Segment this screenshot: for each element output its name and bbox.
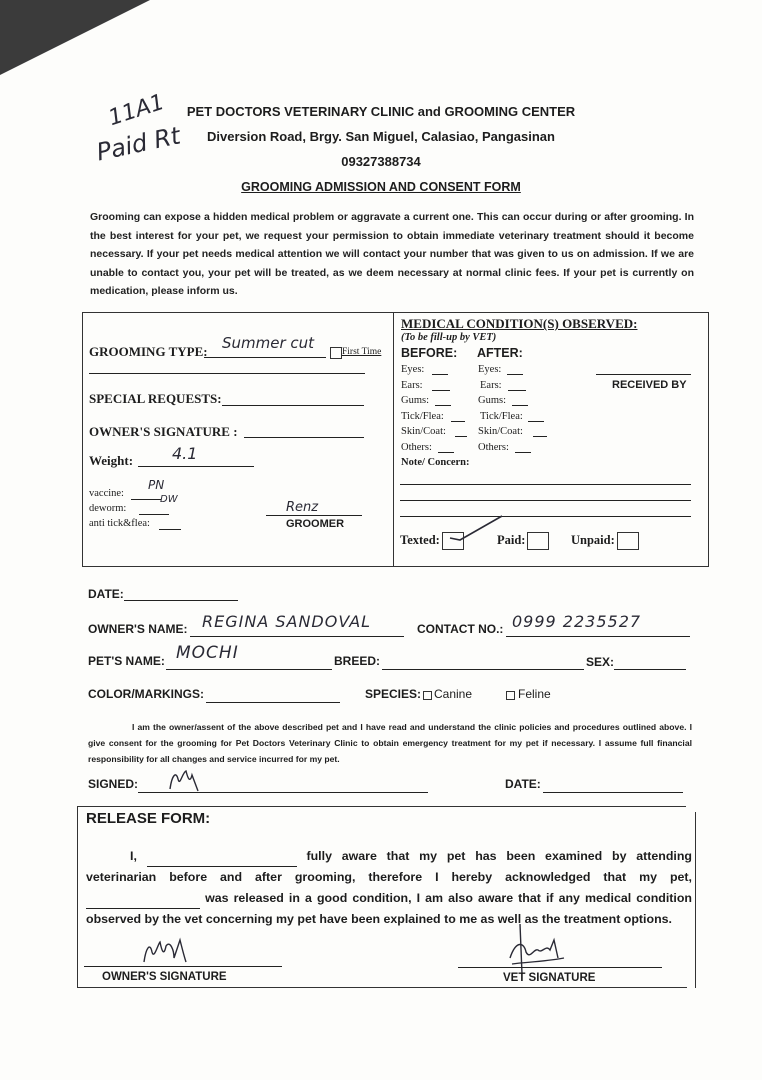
after-tickflea-line[interactable] — [528, 411, 544, 422]
release-owner-signature-line[interactable] — [84, 954, 282, 967]
pet-name-value: MOCHI — [176, 643, 239, 663]
before-heading: BEFORE: — [401, 346, 458, 360]
release-pet-field[interactable] — [86, 896, 200, 909]
paid-label: Paid: — [497, 532, 526, 547]
medical-subtitle: (To be fill-up by VET) — [401, 332, 497, 343]
sex-label: SEX: — [586, 655, 615, 669]
vet-signature-label: VET SIGNATURE — [503, 972, 596, 984]
handwritten-annotation-1: 11A1 — [105, 89, 168, 132]
canine-checkbox[interactable] — [423, 691, 432, 700]
release-text-1: fully aware that my pet has been examined by attending veterinarian before and after grooming, therefore I hereby acknowledged that my pet, — [86, 849, 693, 884]
color-markings-field[interactable] — [206, 686, 340, 703]
release-top-border — [78, 806, 686, 807]
grooming-type-line-2[interactable] — [89, 361, 365, 374]
pet-name-label: PET'S NAME: — [88, 654, 165, 668]
before-ears: Ears: — [401, 380, 423, 391]
after-others: Others: — [478, 442, 509, 453]
contact-label: CONTACT NO.: — [417, 622, 504, 636]
before-tickflea-line[interactable] — [451, 411, 465, 422]
vet-signature-scribble — [502, 918, 572, 978]
first-time-checkbox[interactable] — [330, 347, 342, 359]
weight-label: Weight: — [89, 453, 134, 468]
after-eyes-line[interactable] — [507, 364, 523, 375]
groomer-name: Renz — [286, 500, 319, 515]
signed-date-label: DATE: — [505, 777, 541, 791]
unpaid-label: Unpaid: — [571, 532, 615, 547]
clinic-name: PET DOCTORS VETERINARY CLINIC and GROOMING CENTER — [186, 104, 576, 119]
feline-label: Feline — [518, 687, 551, 701]
breed-label: BREED: — [334, 654, 381, 668]
after-skincoat-line[interactable] — [533, 426, 547, 437]
intro-paragraph: Grooming can expose a hidden medical problem or aggravate a current one. This can occur during or after grooming. In the best interest for your pet, we request your permission to obtain immediate veterinary treatment should it become necessary. If your pet needs medical attention we will contact your number that was given to us on admission. If we are unable to contact you, your pet will be treated, as we deem necessary at normal clinic fees. If your pet is currently on medication, please inform us. — [90, 211, 694, 297]
date-field[interactable] — [124, 586, 238, 601]
note-concern-label: Note/ Concern: — [401, 457, 470, 468]
box-divider — [393, 312, 394, 566]
before-tickflea: Tick/Flea: — [401, 411, 444, 422]
release-bottom-border — [77, 987, 687, 988]
owner-signature-field[interactable] — [244, 422, 364, 438]
vaccine-value: PN — [148, 478, 165, 492]
before-eyes-line[interactable] — [432, 364, 448, 375]
note-line-2[interactable] — [400, 490, 691, 501]
paid-checkbox[interactable] — [527, 532, 549, 550]
release-name-field[interactable] — [147, 854, 297, 867]
before-skincoat: Skin/Coat: — [401, 426, 446, 437]
note-line-1[interactable] — [400, 474, 691, 485]
unpaid-checkbox[interactable] — [617, 532, 639, 550]
release-title: RELEASE FORM: — [86, 810, 211, 827]
after-eyes: Eyes: — [478, 364, 502, 375]
first-time-label: First Time — [342, 347, 382, 357]
vaccine-label: vaccine: — [89, 488, 124, 499]
vet-signature-line[interactable] — [458, 955, 662, 968]
signed-label: SIGNED: — [88, 777, 139, 791]
after-gums-line[interactable] — [512, 395, 528, 406]
groomer-label: GROOMER — [286, 518, 345, 530]
after-ears: Ears: — [480, 380, 502, 391]
form-title: GROOMING ADMISSION AND CONSENT FORM — [241, 180, 521, 194]
before-skincoat-line[interactable] — [455, 426, 467, 437]
note-line-3[interactable] — [400, 506, 691, 517]
after-tickflea: Tick/Flea: — [480, 411, 523, 422]
antitick-label: anti tick&flea: — [89, 518, 150, 529]
before-gums-line[interactable] — [435, 395, 451, 406]
after-ears-line[interactable] — [508, 380, 526, 391]
consent-paragraph: I am the owner/assent of the above described pet and I have read and understand the clinic policies and procedures outlined above. I give consent for the grooming for Pet Doctors Veterinary Clinic to obtain emergency treatment for my pet if necessary. I assume full financial responsibility for all changes and service incurred for my pet. — [88, 722, 692, 764]
received-by-label: RECEIVED BY — [612, 379, 687, 391]
release-paragraph — [86, 846, 692, 930]
clinic-phone: 09327388734 — [341, 154, 421, 169]
after-heading: AFTER: — [477, 346, 523, 360]
release-i-label: I, — [130, 849, 137, 863]
canine-label: Canine — [434, 687, 473, 701]
before-eyes: Eyes: — [401, 364, 425, 375]
grooming-type-value: Summer cut — [222, 334, 315, 352]
signed-date-field[interactable] — [543, 776, 683, 793]
release-right-border — [695, 812, 696, 988]
texted-label: Texted: — [400, 532, 440, 547]
special-requests-field[interactable] — [222, 390, 364, 406]
owner-name-value: REGINA SANDOVAL — [202, 612, 372, 631]
special-requests-label: SPECIAL REQUESTS: — [89, 391, 222, 406]
release-left-border — [77, 806, 78, 988]
before-others: Others: — [401, 442, 432, 453]
antitick-field[interactable] — [159, 517, 181, 530]
breed-field[interactable] — [382, 653, 584, 670]
deworm-label: deworm: — [89, 503, 127, 514]
grooming-type-label: GROOMING TYPE: — [89, 344, 208, 359]
deworm-value: DW — [160, 494, 178, 505]
species-label: SPECIES: — [365, 687, 422, 701]
before-gums: Gums: — [401, 395, 430, 406]
after-skincoat: Skin/Coat: — [478, 426, 523, 437]
groomer-line[interactable] — [266, 503, 362, 516]
release-text-2: was released in a good condition, I am also aware that if any medical condition observed by the vet concerning my pet have been explained to me as well as the treatment options. — [86, 891, 692, 926]
date-label: DATE: — [88, 587, 124, 601]
handwritten-annotation-2: Paid Rt — [94, 121, 183, 167]
before-ears-line[interactable] — [432, 380, 450, 391]
before-others-line[interactable] — [438, 442, 454, 453]
received-by-line[interactable] — [596, 364, 691, 375]
after-others-line[interactable] — [515, 442, 531, 453]
unpaid-row — [571, 532, 639, 550]
release-owner-signature-label: OWNER'S SIGNATURE — [102, 971, 227, 983]
sex-field[interactable] — [614, 653, 686, 670]
paid-row — [497, 532, 549, 550]
clinic-address: Diversion Road, Brgy. San Miguel, Calasiao, Pangasinan — [207, 129, 555, 144]
medical-title: MEDICAL CONDITION(S) OBSERVED: — [401, 316, 638, 331]
owner-signature-scribble — [164, 765, 204, 795]
color-markings-label: COLOR/MARKINGS: — [88, 687, 204, 701]
contact-value: 0999 2235527 — [512, 612, 642, 631]
owner-signature-label: OWNER'S SIGNATURE : — [89, 424, 238, 439]
after-gums: Gums: — [478, 395, 507, 406]
feline-checkbox[interactable] — [506, 691, 515, 700]
scan-shadow-corner — [0, 0, 150, 75]
weight-value: 4.1 — [172, 444, 198, 463]
owner-name-label: OWNER'S NAME: — [88, 622, 188, 636]
